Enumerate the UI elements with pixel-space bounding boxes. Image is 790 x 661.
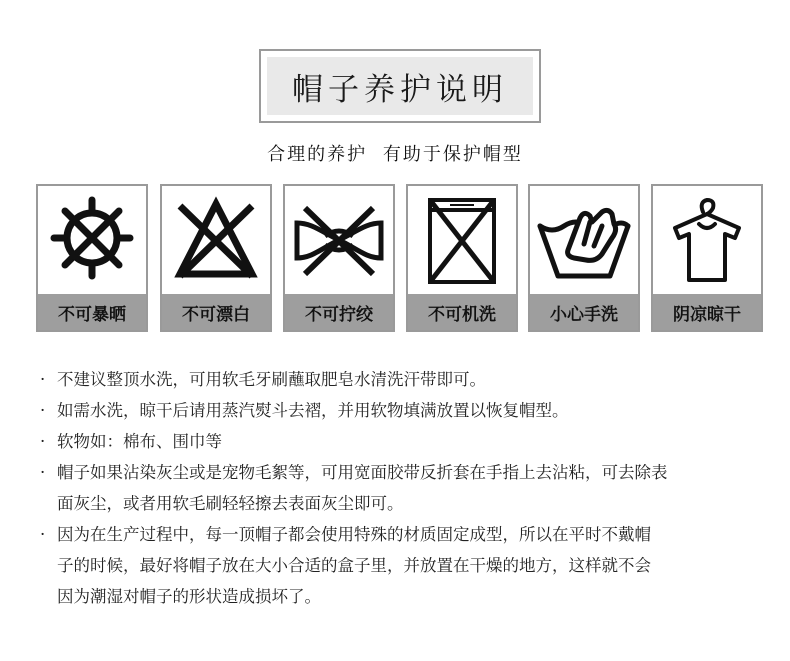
bullet: · xyxy=(40,463,46,482)
care-label: 阴凉晾干 xyxy=(653,294,761,330)
note-line: 因为在生产过程中，每一顶帽子都会使用特殊的材质固定成型，所以在平时不戴帽 xyxy=(57,525,651,544)
note-item xyxy=(40,364,760,395)
bullet: · xyxy=(40,370,46,389)
care-card-hand-wash xyxy=(528,184,640,332)
note-line: 面灰尘，或者用软毛刷轻轻擦去表面灰尘即可。 xyxy=(57,494,404,513)
note-item xyxy=(40,519,760,612)
bullet: · xyxy=(40,525,46,544)
care-card-hang-dry xyxy=(651,184,763,332)
care-label: 小心手洗 xyxy=(530,294,638,330)
care-label: 不可机洗 xyxy=(408,294,516,330)
subtitle-part-2: 有助于保护帽型 xyxy=(382,144,523,165)
note-line: 软物如：棉布、围巾等 xyxy=(57,432,222,451)
care-card-no-wring xyxy=(283,184,395,332)
no-sun-icon xyxy=(40,188,144,292)
bullet: · xyxy=(40,432,46,451)
page-title: 帽子养护说明 xyxy=(267,57,533,115)
subtitle xyxy=(0,140,790,166)
note-item xyxy=(40,395,760,426)
note-line: 不建议整顶水洗，可用软毛牙刷蘸取肥皂水清洗汗带即可。 xyxy=(57,370,486,389)
care-notes xyxy=(40,364,760,612)
hang-dry-icon xyxy=(655,188,759,292)
subtitle-part-1: 合理的养护 xyxy=(267,144,368,165)
care-card-no-sun xyxy=(36,184,148,332)
care-label: 不可暴晒 xyxy=(38,294,146,330)
note-line: 如需水洗，晾干后请用蒸汽熨斗去褶，并用软物填满放置以恢复帽型。 xyxy=(57,401,569,420)
note-item xyxy=(40,426,760,457)
note-item xyxy=(40,457,760,519)
care-label: 不可拧绞 xyxy=(285,294,393,330)
note-line: 因为潮湿对帽子的形状造成损坏了。 xyxy=(57,587,321,606)
title-box xyxy=(259,49,541,123)
no-wring-icon xyxy=(287,188,391,292)
no-machine-wash-icon xyxy=(410,188,514,292)
care-label: 不可漂白 xyxy=(162,294,270,330)
bullet: · xyxy=(40,401,46,420)
care-card-no-machine-wash xyxy=(406,184,518,332)
care-card-no-bleach xyxy=(160,184,272,332)
hand-wash-icon xyxy=(532,188,636,292)
note-line: 子的时候，最好将帽子放在大小合适的盒子里，并放置在干燥的地方，这样就不会 xyxy=(57,556,651,575)
note-line: 帽子如果沾染灰尘或是宠物毛絮等，可用宽面胶带反折套在手指上去沾粘，可去除表 xyxy=(57,463,668,482)
no-bleach-icon xyxy=(164,188,268,292)
